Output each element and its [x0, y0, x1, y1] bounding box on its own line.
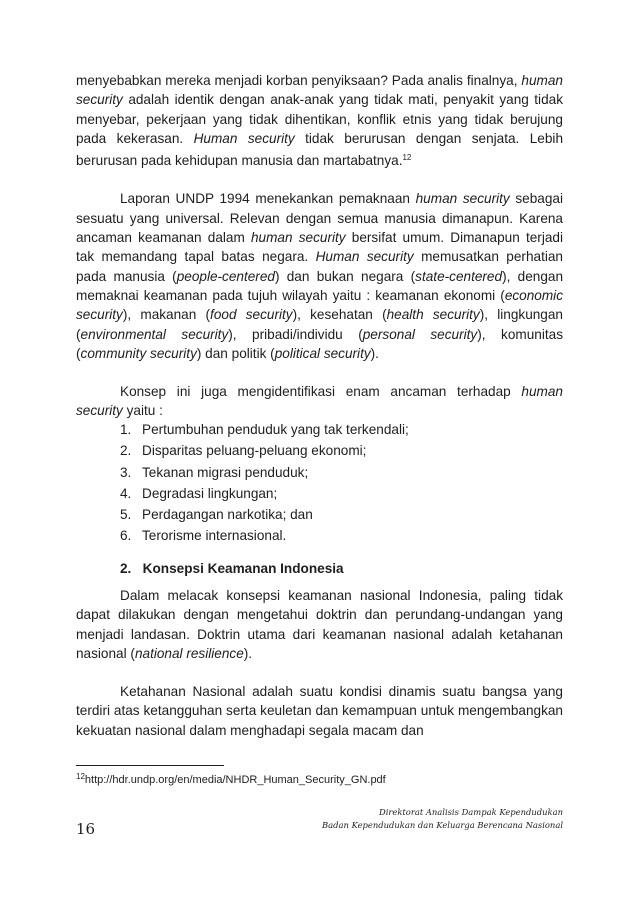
- italic-term: national resilience: [134, 645, 244, 661]
- italic-term: community security: [80, 345, 197, 361]
- footer-line-1: Direktorat Analisis Dampak Kependudukan: [378, 807, 563, 817]
- section-heading: 2. Konsepsi Keamanan Indonesia: [120, 561, 344, 576]
- italic-term: human security: [76, 73, 563, 108]
- list-text: Disparitas peluang-peluang ekonomi;: [142, 443, 367, 459]
- footnote-text: http://hdr.undp.org/en/media/NHDR_Human_Security_GN.pdf: [84, 774, 386, 786]
- text: Ketahanan Nasional adalah suatu kondisi dinamis suatu bangsa yang terdiri atas ketangguhan serta keuletan dan kemampuan untuk mengembangkan kekuatan nasional dalam menghadapi segala macam dan: [76, 684, 563, 738]
- list-text: Pertumbuhan penduduk yang tak terkendali;: [142, 422, 409, 437]
- italic-term: Human security: [193, 130, 295, 146]
- list-item: [120, 483, 409, 504]
- text: ), komunitas (: [76, 326, 563, 361]
- paragraph-3: [76, 382, 563, 421]
- list-item: [120, 419, 409, 440]
- text: ) dan bukan negara (: [274, 268, 416, 284]
- list-text: Degradasi lingkungan;: [142, 485, 278, 501]
- italic-term: personal security: [362, 326, 478, 342]
- running-footer: [322, 806, 563, 831]
- page-number: 16: [76, 820, 96, 838]
- list-item: [120, 525, 409, 546]
- italic-term: Human security: [315, 249, 414, 265]
- list-text: Tekanan migrasi penduduk;: [142, 464, 309, 480]
- list-text: Terorisme internasional.: [142, 528, 287, 544]
- text: bersifat umum. Dimanapun terjadi tak memandang tapal batas negara.: [76, 230, 563, 265]
- paragraph-2: [76, 189, 563, 363]
- text: menyebabkan mereka menjadi korban penyiksaan? Pada analis finalnya,: [76, 73, 522, 88]
- text: Dalam melacak konsepsi keamanan nasional Indonesia, paling tidak dapat dilakukan dengan mengetahui doktrin dan perundang-undangan yang menjadi landasan. Doktrin utama dari keamanan nasional adalah ketahanan nasional (: [76, 588, 563, 661]
- list-number: 5.: [120, 507, 132, 523]
- italic-term: human security: [250, 230, 346, 246]
- list-number: 6.: [120, 528, 132, 544]
- italic-term: people-centered: [176, 268, 275, 284]
- footnote: [76, 770, 386, 787]
- body-text-top: [76, 71, 563, 421]
- italic-term: political security: [274, 345, 371, 361]
- text: sebagai sesuatu yang universal. Relevan dengan semua manusia dimanapun. Karena ancaman keamanan dalam: [76, 191, 563, 246]
- paragraph-1: [76, 71, 563, 170]
- italic-term: human security: [415, 191, 510, 207]
- text: Konsep ini juga mengidentifikasi enam ancaman terhadap: [120, 384, 522, 400]
- text: ), lingkungan (: [76, 307, 563, 342]
- text: adalah identik dengan anak-anak yang tidak mati, penyakit yang tidak menyebar, pekerjaan yang tidak dihentikan, konflik etnis yang tidak berujung pada kekerasan.: [76, 92, 563, 146]
- list-text: Perdagangan narkotika; dan: [142, 507, 313, 523]
- list-number: 1.: [120, 422, 132, 437]
- text: ), makanan (: [122, 307, 211, 323]
- paragraph-5: [76, 682, 563, 740]
- footnote-divider: [76, 765, 224, 766]
- text: tidak berurusan dengan senjata. Lebih berurusan pada kehidupan manusia dan martabatnya.: [76, 130, 564, 169]
- italic-term: human security: [76, 384, 563, 419]
- footnote-reference: 12: [402, 153, 412, 163]
- text: ).: [370, 345, 379, 361]
- italic-term: economic security: [76, 287, 563, 323]
- text: ) dan politik (: [196, 345, 275, 361]
- italic-term: food security: [210, 307, 293, 323]
- list-number: 2.: [120, 443, 132, 459]
- text: memusatkan perhatian pada manusia (: [76, 249, 563, 284]
- list-item: [120, 462, 409, 483]
- list-number: 4.: [120, 485, 132, 501]
- body-text-bottom: [76, 586, 563, 740]
- text: ).: [243, 645, 253, 661]
- italic-term: health security: [386, 307, 480, 323]
- text: ), pribadi/individu (: [228, 326, 363, 342]
- list-number: 3.: [120, 464, 132, 480]
- threat-list: [120, 419, 409, 547]
- text: yaitu :: [122, 403, 163, 419]
- paragraph-4: [76, 586, 563, 663]
- list-item: [120, 504, 409, 525]
- text: Laporan UNDP 1994 menekankan pemaknaan: [120, 191, 416, 207]
- text: ), dengan memaknai keamanan pada tujuh wilayah yaitu : keamanan ekonomi (: [76, 268, 563, 303]
- footnote-number: 12: [76, 772, 85, 781]
- italic-term: environmental security: [80, 326, 229, 342]
- list-item: [120, 440, 409, 461]
- text: ), kesehatan (: [292, 307, 387, 323]
- italic-term: state-centered: [415, 268, 503, 284]
- footer-line-2: Badan Kependudukan dan Keluarga Berencana Nasional: [322, 819, 563, 830]
